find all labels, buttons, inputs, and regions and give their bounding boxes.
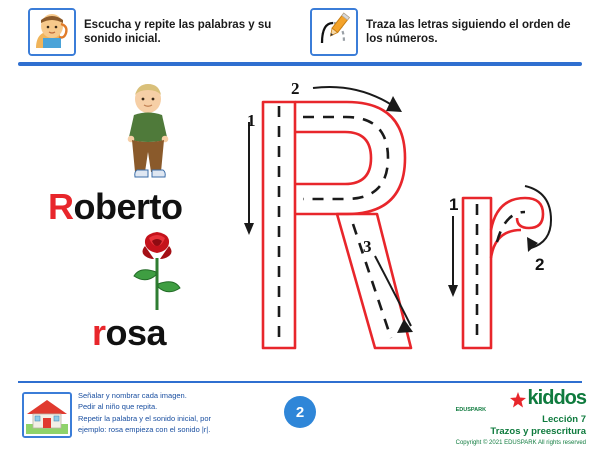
uppercase-r-outline bbox=[263, 102, 411, 348]
brand-copyright: Copyright © 2021 EDUSPARK All rights reserved bbox=[455, 440, 586, 447]
stroke-number-3: 3 bbox=[363, 237, 372, 256]
tracing-letters bbox=[225, 80, 555, 370]
word-rosa bbox=[92, 312, 166, 354]
instructions-bar bbox=[0, 0, 600, 62]
brand-sup: EDUSPARK bbox=[455, 407, 487, 413]
uppercase-r-stroke-arrows bbox=[244, 87, 413, 333]
word-roberto bbox=[48, 186, 183, 228]
brand-subject: Trazos y preescritura bbox=[490, 426, 586, 438]
stroke-number-1: 1 bbox=[247, 111, 256, 130]
instruction-listen bbox=[28, 8, 278, 56]
rose-illustration bbox=[122, 228, 192, 313]
brand-lesson: Lección 7 bbox=[542, 413, 586, 425]
brand-block bbox=[456, 388, 586, 446]
word-roberto-initial: R bbox=[48, 186, 74, 227]
word-roberto-rest: oberto bbox=[73, 186, 183, 227]
footer-note-2: Pedir al niño que repita. bbox=[78, 402, 158, 412]
footer-note-1: Señalar y nombrar cada imagen. bbox=[78, 391, 187, 400]
star-icon bbox=[510, 392, 526, 408]
brand-logo bbox=[456, 388, 586, 408]
footer-notes bbox=[78, 390, 288, 435]
instruction-trace bbox=[310, 8, 580, 56]
boy-illustration bbox=[112, 82, 184, 187]
word-rosa-initial: r bbox=[92, 312, 106, 353]
brand-name: kiddos bbox=[527, 387, 586, 409]
footer-note-3: Repetir la palabra y el sonido inicial, por bbox=[78, 413, 211, 423]
top-divider bbox=[18, 62, 582, 66]
instruction-listen-label: Escucha y repite las palabras y su sonido inicial. bbox=[84, 18, 272, 45]
stroke-number-2: 2 bbox=[291, 80, 300, 98]
lowercase-r-outline bbox=[463, 198, 543, 348]
footer-note-4: ejemplo: rosa empieza con el sonido |r|. bbox=[78, 424, 211, 434]
word-rosa-rest: osa bbox=[105, 312, 167, 353]
ear-listening-icon bbox=[28, 8, 76, 56]
page-number-badge: 2 bbox=[284, 396, 316, 428]
instruction-trace-label: Traza las letras siguiendo el orden de los números. bbox=[366, 18, 571, 45]
stroke-number-2-lower: 2 bbox=[535, 255, 545, 274]
pencil-tracing-icon bbox=[310, 8, 358, 56]
tracing-area bbox=[225, 80, 555, 370]
house-icon bbox=[22, 392, 72, 438]
stroke-number-1-lower: 1 bbox=[449, 195, 459, 214]
footer-divider bbox=[18, 381, 582, 383]
